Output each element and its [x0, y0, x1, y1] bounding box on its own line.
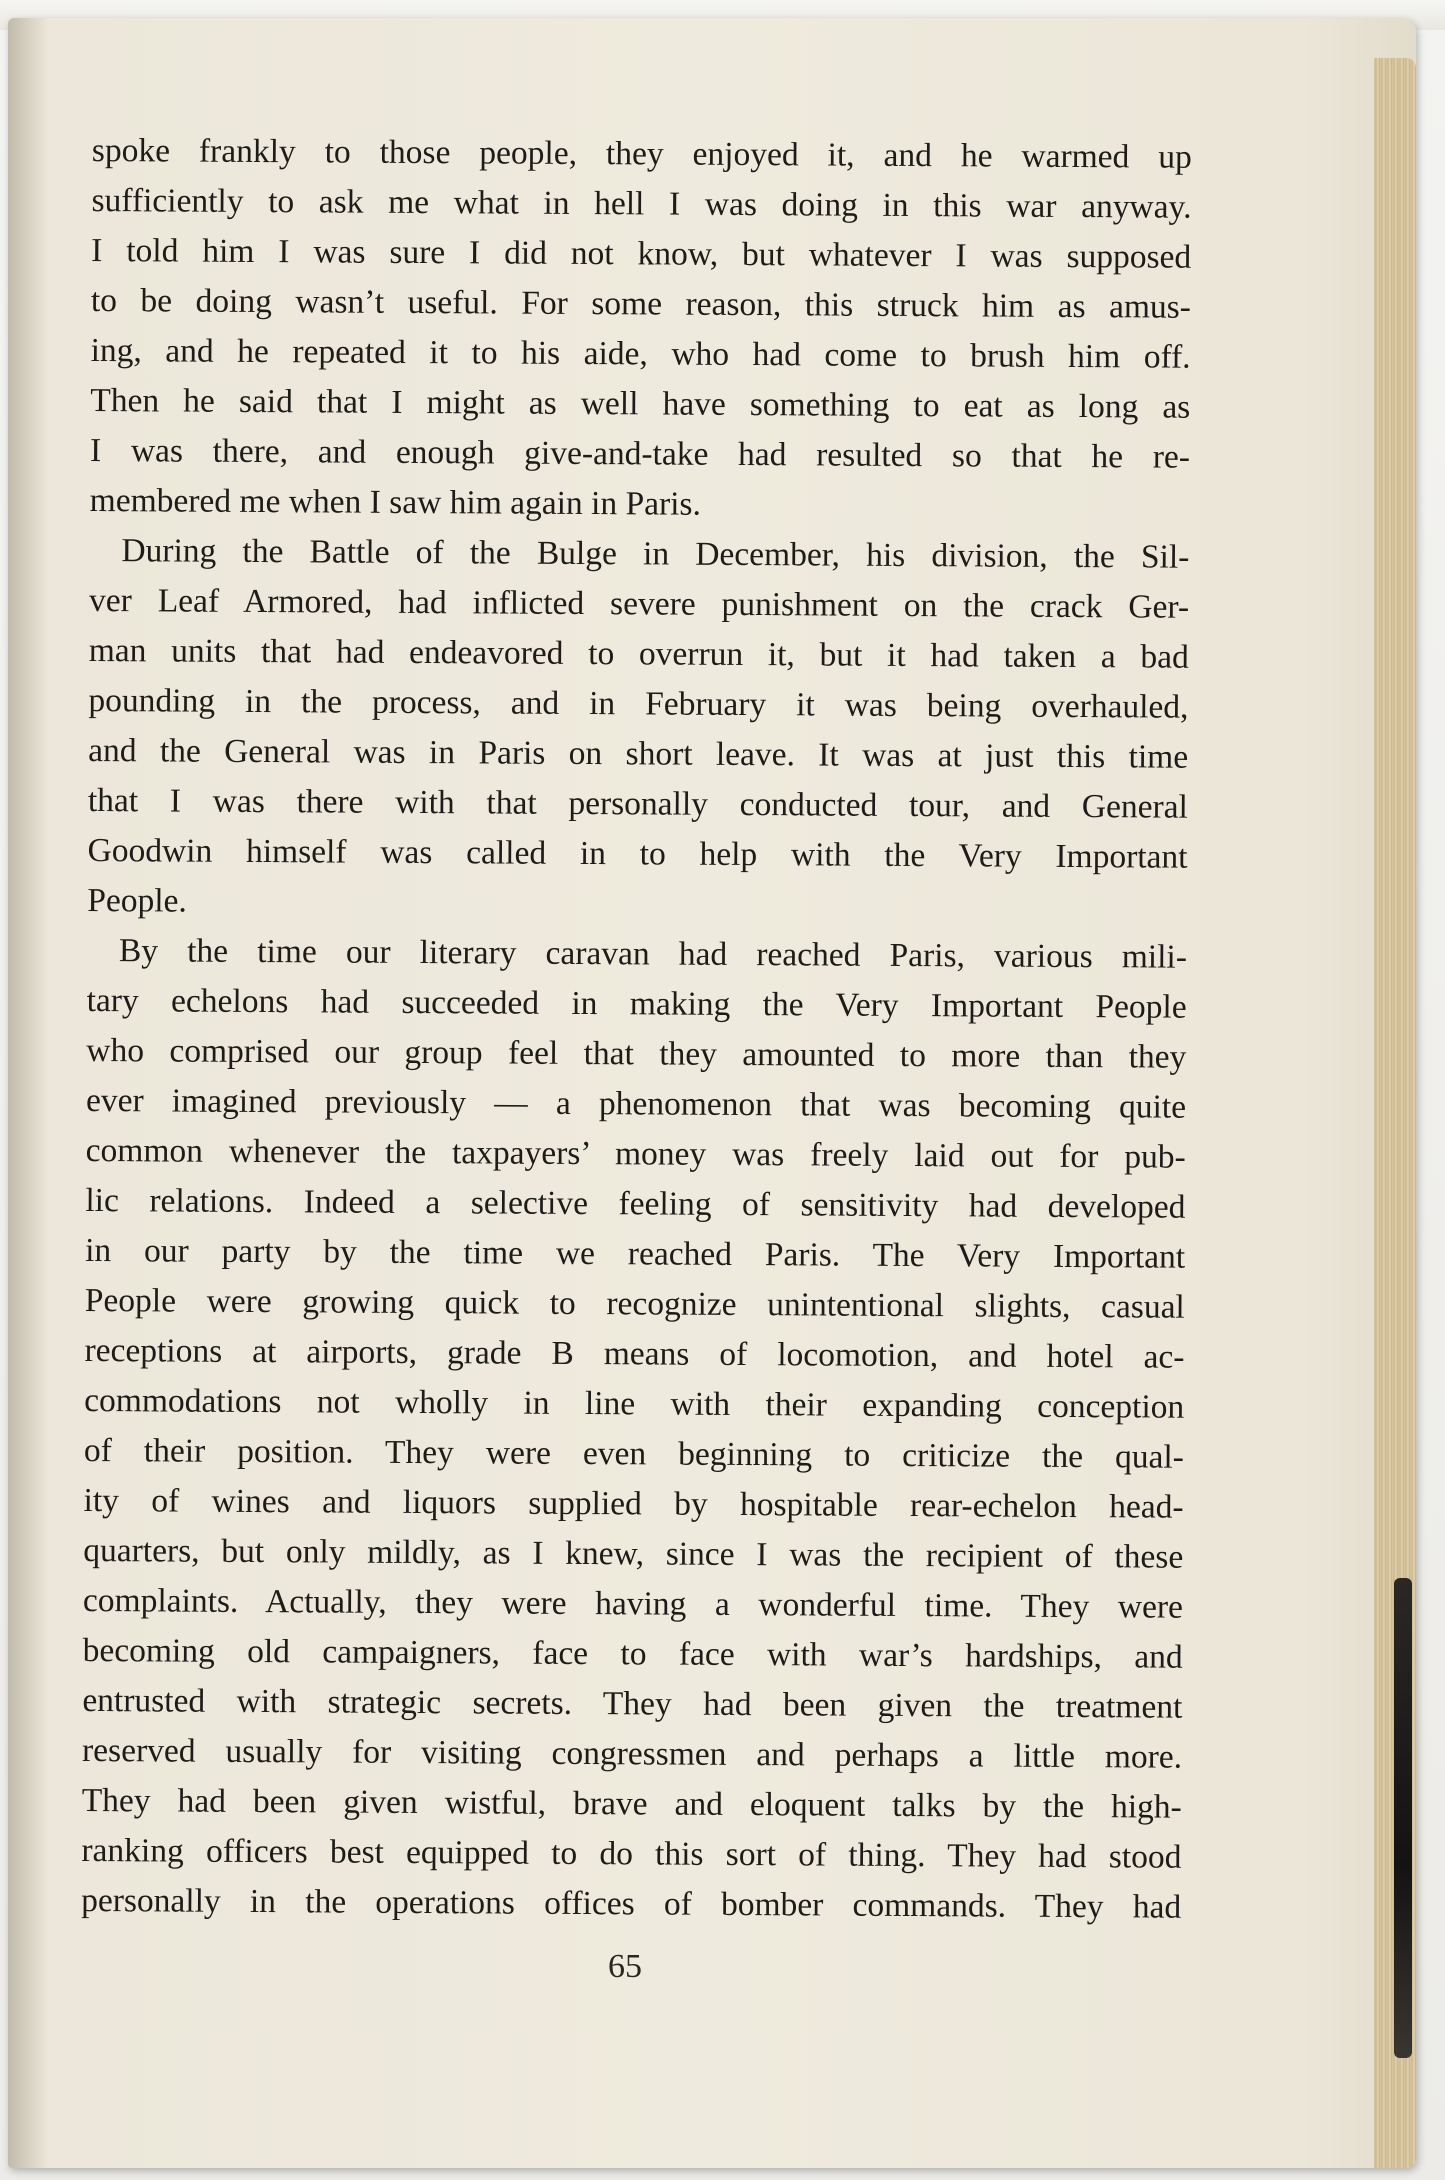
- text-line: They had been given wistful, brave and eloquent talks by the high-: [81, 1781, 1182, 1826]
- text-line: of their position. They were even beginning to criticize the qual-: [83, 1431, 1185, 1476]
- text-line: tary echelons had succeeded in making the Very Important People: [86, 981, 1187, 1026]
- text-line: personally in the operations offices of bomber commands. They had: [81, 1881, 1182, 1926]
- text-line: and the General was in Paris on short leave. It was at just this time: [88, 731, 1189, 776]
- text-line: who comprised our group feel that they amounted to more than they: [86, 1031, 1187, 1076]
- text-line: lic relations. Indeed a selective feeling of sensitivity had developed: [85, 1181, 1186, 1226]
- text-line: receptions at airports, grade B means of locomotion, and hotel ac-: [84, 1331, 1185, 1376]
- text-line: ranking officers best equipped to do this sort of thing. They had stood: [81, 1831, 1182, 1876]
- spine-shadow: [8, 18, 48, 2168]
- page-number: 65: [608, 1948, 642, 1985]
- text-line: reserved usually for visiting congressmen and perhaps a little more.: [81, 1731, 1183, 1776]
- text-line: By the time our literary caravan had reached Paris, various mili-: [118, 932, 1188, 976]
- text-line: ver Leaf Armored, had inflicted severe punishment on the crack Ger-: [88, 581, 1190, 626]
- text-line: During the Battle of the Bulge in December, his division, the Sil-: [121, 532, 1190, 576]
- text-line: I was there, and enough give-and-take had resulted so that he re-: [89, 431, 1191, 476]
- text-line: complaints. Actually, they were having a wonderful time. They were: [82, 1581, 1184, 1626]
- text-line: ity of wines and liquors supplied by hospitable rear-echelon head-: [83, 1481, 1184, 1526]
- text-line: entrusted with strategic secrets. They had been given the treatment: [82, 1681, 1183, 1726]
- text-line: pounding in the process, and in February it was being overhauled,: [88, 681, 1189, 726]
- text-line: Goodwin himself was called in to help with the Very Important: [87, 831, 1188, 876]
- text-line: common whenever the taxpayers’ money was freely laid out for pub-: [85, 1131, 1186, 1176]
- text-line: in our party by the time we reached Paris. The Very Important: [85, 1231, 1186, 1276]
- text-line: becoming old campaigners, face to face with war’s hardships, and: [82, 1631, 1183, 1676]
- body-text: [81, 126, 1192, 1933]
- text-line: I told him I was sure I did not know, but whatever I was supposed: [91, 231, 1192, 276]
- text-line: ever imagined previously — a phenomenon that was becoming quite: [85, 1081, 1187, 1126]
- text-line: to be doing wasn’t useful. For some reason, this struck him as amus-: [90, 281, 1192, 326]
- text-line: Then he said that I might as well have something to eat as long as: [90, 381, 1191, 426]
- text-line: spoke frankly to those people, they enjoyed it, and he warmed up: [91, 131, 1192, 176]
- text-line: sufficiently to ask me what in hell I was doing in this war anyway.: [91, 181, 1192, 226]
- text-line: quarters, but only mildly, as I knew, since I was the recipient of these: [83, 1531, 1184, 1576]
- text-line: People.: [87, 881, 187, 920]
- book-cover-edge: [1394, 1578, 1412, 2058]
- text-line: ing, and he repeated it to his aide, who had come to brush him off.: [90, 331, 1191, 376]
- text-line: membered me when I saw him again in Paris.: [89, 481, 702, 523]
- book-page: [8, 18, 1416, 2168]
- text-line: People were growing quick to recognize unintentional slights, casual: [84, 1281, 1185, 1326]
- text-line: man units that had endeavored to overrun it, but it had taken a bad: [88, 631, 1189, 676]
- text-line: that I was there with that personally conducted tour, and General: [87, 781, 1188, 826]
- text-line: commodations not wholly in line with their expanding conception: [84, 1381, 1185, 1426]
